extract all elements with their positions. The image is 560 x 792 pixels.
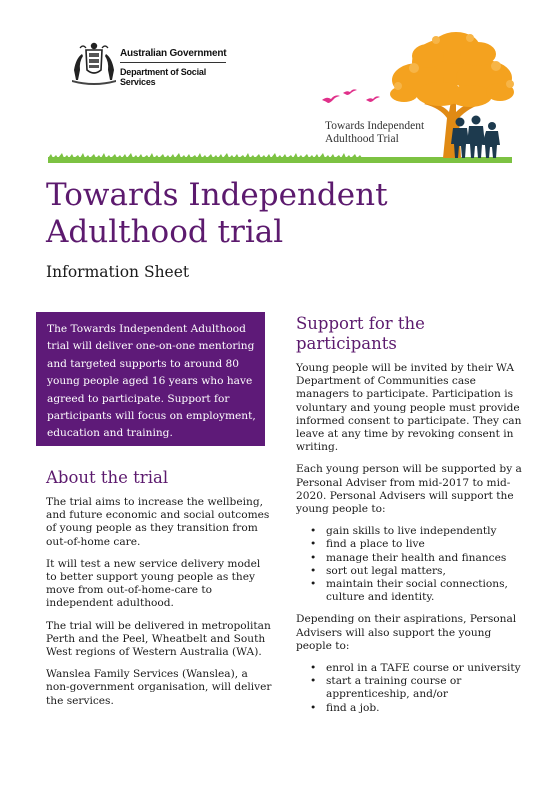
intro-text: The Towards Independent Adulthood trial will deliver one-on-one mentoring and targeted supports to around 80 young people aged 16 years who have agreed to participate. Support for participants will focus on employment, education and training. — [47, 323, 256, 440]
support-paragraph: Young people will be invited by their WA Department of Communities case managers to participate. Participation is voluntary and young people must provide informed consent to participate. They can leave at any time by revoking consent in writing. — [296, 362, 522, 454]
bird-icon — [322, 89, 380, 103]
about-paragraph: It will test a new service delivery model to better support young people as they move from out-of-home-care to independent adulthood. — [46, 557, 261, 610]
about-paragraph: The trial aims to increase the wellbeing, and future economic and social outcomes of young people as they transition from out-of-home care. — [46, 496, 270, 548]
list-item: • find a place to live — [326, 538, 528, 551]
about-section — [46, 468, 272, 717]
list-item: • enrol in a TAFE course or university — [326, 662, 528, 675]
support-list — [296, 525, 528, 604]
trial-logo-text — [325, 120, 424, 146]
intro-callout — [36, 312, 265, 446]
trial-logo-illustration — [0, 0, 560, 170]
page-header — [0, 0, 560, 170]
about-paragraph: The trial will be delivered in metropolitan Perth and the Peel, Wheatbelt and South West regions of Western Australia (WA). — [46, 619, 271, 659]
list-item: • start a training course or apprenticeship, and/or — [326, 675, 528, 701]
trial-logo-line-2: Adulthood Trial — [325, 133, 399, 145]
about-paragraph: Wanslea Family Services (Wanslea), a non-government organisation, will deliver the services. — [46, 668, 272, 707]
support-heading: Support for the participants — [296, 314, 425, 353]
department-name: Department of Social Services — [120, 67, 207, 87]
government-name: Australian Government — [120, 48, 227, 59]
people-silhouette-icon — [451, 116, 500, 159]
support-paragraph: Each young person will be supported by a Personal Adviser from mid-2017 to mid-2020. Personal Advisers will support the young people to: — [296, 463, 522, 516]
page-title: Towards Independent Adulthood trial — [46, 177, 388, 250]
page-subtitle: Information Sheet — [46, 263, 190, 281]
aspirations-list — [296, 662, 528, 715]
list-item: • manage their health and finances — [326, 552, 528, 565]
support-paragraph: Depending on their aspirations, Personal Advisers will also support the young people to: — [296, 613, 517, 652]
grass-icon — [48, 153, 512, 163]
list-item: • maintain their social connections, culture and identity. — [326, 578, 528, 604]
about-heading: About the trial — [46, 468, 169, 487]
list-item: • find a job. — [326, 702, 528, 715]
list-item: • gain skills to live independently — [326, 525, 528, 538]
trial-logo-line-1: Towards Independent — [325, 120, 425, 132]
list-item: • sort out legal matters, — [326, 565, 528, 578]
support-section — [296, 314, 528, 724]
